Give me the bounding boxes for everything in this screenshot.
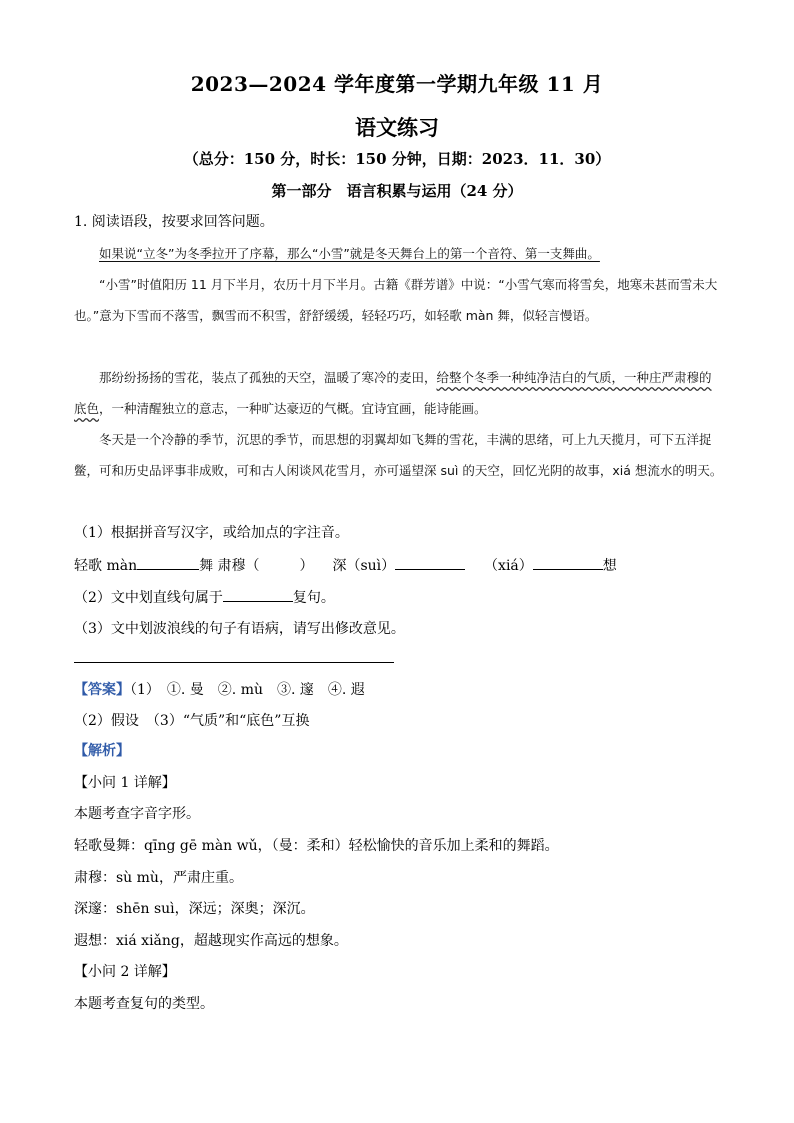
fill-blank-1[interactable] <box>137 555 199 570</box>
sub-question-2 <box>74 587 335 608</box>
underlined-sentence: 如果说“立冬”为冬季拉开了序幕，那么“小雪”就是冬天舞台上的第一个音符、第一支舞曲。 <box>99 246 600 261</box>
section-heading: 第一部分 语言积累与运用（24 分） <box>271 182 523 200</box>
answer-line-1 <box>74 680 365 700</box>
fill-item-4-suffix: 想 <box>602 558 617 574</box>
fill-item-1-suffix: 舞 <box>199 558 214 574</box>
fill-blank-5[interactable] <box>223 587 293 602</box>
answer-line[interactable] <box>74 662 394 663</box>
paragraph-3-start: 那纷纷扬扬的雪花，装点了孤独的天空，温暖了寒冷的麦田， <box>99 370 437 385</box>
q1-explanation-1: 轻歌曼舞：qīng gē màn wǔ，（曼：柔和）轻松愉快的音乐加上柔和的舞蹈。 <box>74 838 559 854</box>
answer-line-2: （2）假设 （3）“气质”和“底色”互换 <box>74 713 310 729</box>
fill-item-3-label: 深（suì） <box>332 558 396 574</box>
q1-detail-heading: 【小问 1 详解】 <box>74 775 176 791</box>
fill-blank-4[interactable] <box>533 555 603 570</box>
fill-item-1-label: 轻歌 màn <box>74 558 138 574</box>
sub-question-3: （3）文中划波浪线的句子有语病，请写出修改意见。 <box>74 621 405 637</box>
q1-explanation-2: 肃穆：sù mù，严肃庄重。 <box>74 870 243 886</box>
q2-detail-heading: 【小问 2 详解】 <box>74 964 176 980</box>
fill-blank-3[interactable] <box>395 555 465 570</box>
analysis-tag: 【解析】 <box>74 743 130 759</box>
answer-text-1: （1） ①. 曼 ②. mù ③. 邃 ④. 遐 <box>130 682 365 698</box>
answer-tag: 【答案】 <box>74 682 130 698</box>
sub-question-2-text: （2）文中划直线句属于 <box>74 590 223 606</box>
wavy-underlined-sentence: 给整个冬季一种纯净洁白的气质，一种庄严肃穆的底色 <box>74 370 712 416</box>
exam-subject: 语文练习 <box>355 115 439 140</box>
q1-explanation-3: 深邃：shēn suì，深远；深奥；深沉。 <box>74 901 315 917</box>
sub-question-2-suffix: 复句。 <box>292 590 335 606</box>
fill-in-row <box>74 555 617 576</box>
exam-title: 2023—2024 学年度第一学期九年级 11 月 <box>190 72 604 96</box>
q1-intro: 本题考查字音字形。 <box>74 806 200 822</box>
sub-question-1: （1）根据拼音写汉字，或给加点的字注音。 <box>74 525 349 541</box>
paragraph-3-end: ，一种清醒独立的意志，一种旷达豪迈的气概。宜诗宜画，能诗能画。 <box>99 401 487 416</box>
fill-item-2-label: 肃穆（ <box>217 558 260 574</box>
fill-item-2-suffix: ） <box>299 558 314 574</box>
fill-item-4-label: （xiá） <box>484 558 533 574</box>
exam-meta: （总分：150 分，时长：150 分钟，日期：2023．11．30） <box>183 150 611 168</box>
passage-paragraph-3 <box>74 362 724 424</box>
q1-explanation-4: 遐想：xiá xiǎng，超越现实作高远的想象。 <box>74 933 348 949</box>
passage-paragraph-4: 冬天是一个冷静的季节，沉思的季节，而思想的羽翼却如飞舞的雪花，丰满的思绪，可上九天揽月，可下五洋捉鳖，可和历史品评事非成败，可和古人闲谈风花雪月，亦可遥望深 suì 的天空，回忆光阴的故事，xiá 想流水的明天。 <box>74 432 723 478</box>
q2-intro: 本题考查复句的类型。 <box>74 996 214 1012</box>
passage-paragraph-2: “小雪”时值阳历 11 月下半月，农历十月下半月。古籍《群芳谱》中说：“小雪气寒而将雪矣，地寒未甚而雪未大也。”意为下雪而不落雪，飘雪而不积雪，舒舒缓缓，轻轻巧巧，如轻歌 màn 舞，似轻言慢语。 <box>74 277 718 323</box>
passage-paragraph-1 <box>74 238 724 269</box>
question-prompt: 1. 阅读语段，按要求回答问题。 <box>74 214 274 230</box>
